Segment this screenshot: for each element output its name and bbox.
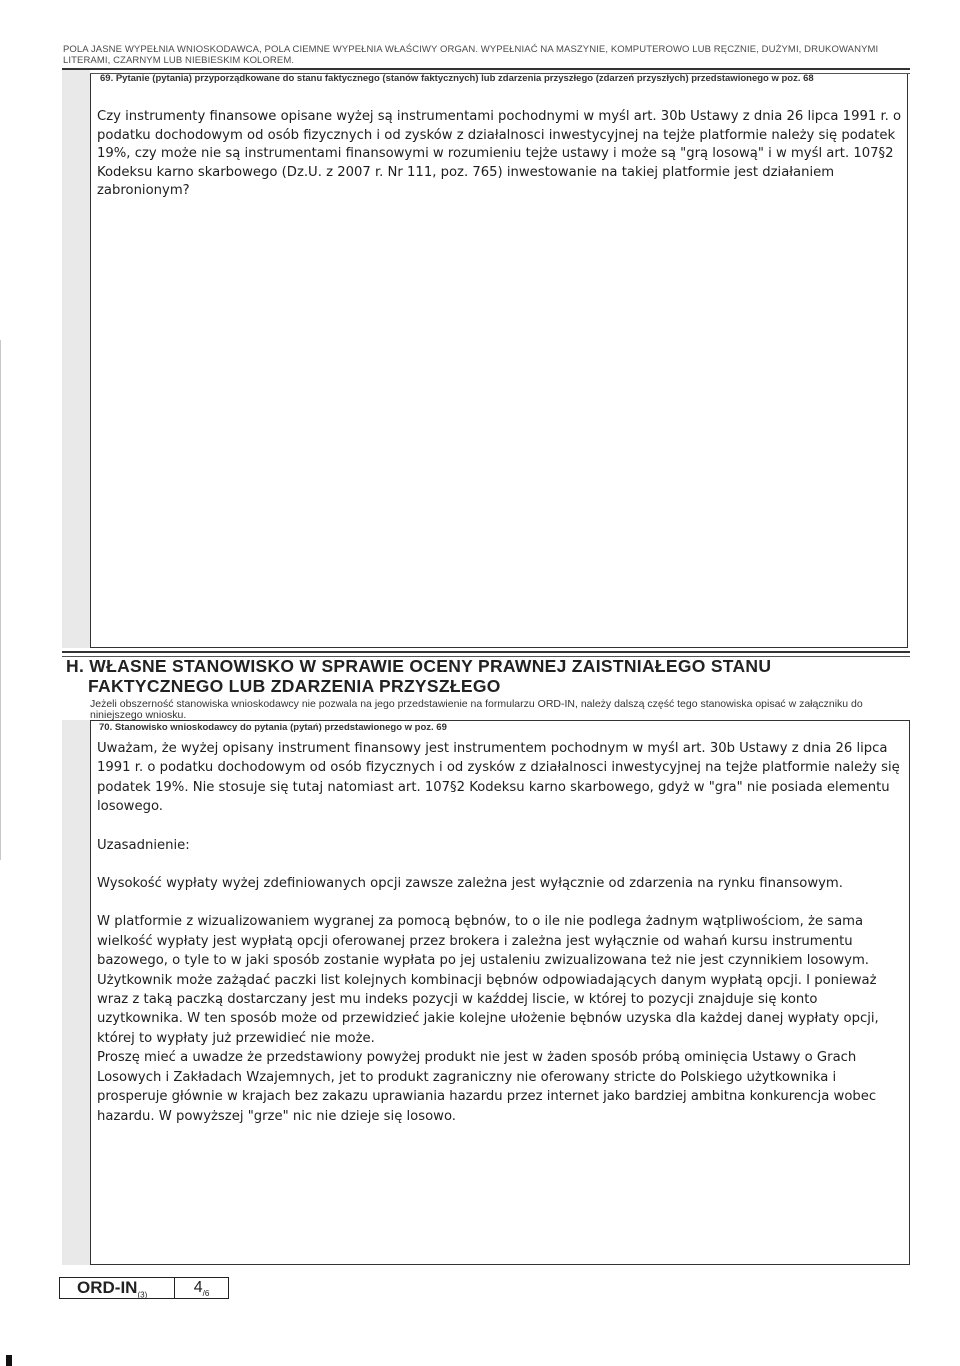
answer-heading: Uzasadnienie: (97, 837, 190, 853)
field-69-question-text: Czy instrumenty finansowe opisane wyżej są instrumentami pochodnymi w myśl art. 30b Ustawy z dnia 26 lipca 1991 r. o podatku dochodowym od osób fizycznych i od zysków z działalnosci inwestycyjnej na tejże platformie należy się podatek 19%, czy może nie są instrumentami finansowymi w rozumieniu tejże ustawy i może są "grą losową" i w myśl art. 107§2 Kodeksu karno skarbowego (Dz.U. z 2007 r. Nr 111, poz. 765) inwestowanie na takiej platformie jest działaniem zabronionym? (97, 109, 902, 198)
field-70-title: 70. Stanowisko wnioskodawcy do pytania (pytań) przedstawionego w poz. 69 (99, 722, 447, 733)
section-h-heading (66, 656, 906, 696)
field-gutter-70 (62, 720, 90, 1265)
section-h-heading-line2: FAKTYCZNEGO LUB ZDARZENIA PRZYSZŁEGO (88, 676, 501, 696)
field-gutter-69 (62, 70, 90, 648)
form-version: (3) (137, 1290, 148, 1300)
scan-edge-line (0, 340, 1, 860)
answer-paragraph: W platformie z wizualizowaniem wygranej za pomocą bębnów, to o ile nie podlega żadnym wątpliwościom, że sama wielkość wypłaty jest wypłatą opcji oferowanej przez brokera i zależna jest wyłącznie od wahań kursu instrumentu bazowego, o tyle to w jaki sposób zostanie wypłata po jej ustaleniu zwizualizowana też nie jest czynnikiem losowym. Użytkownik może zażądać paczki list kolejnych kombinacji bębnów odpowiadających danym wypłatą opcji. I ponieważ wraz z taką paczką dostarczany jest mu indeks pozycji w kaźddej liscie, w której to pozycji znajduje się konto uzytkownika. W ten sposób może od przewidzieć jakie kolejne ułożenie bębnów uzyska dla każdej danej wypłaty opcji, której to wypłaty już przewidieć nie może. (97, 914, 879, 1046)
section-h-heading-line1: H. WŁASNE STANOWISKO W SPRAWIE OCENY PRAWNEJ ZAISTNIAŁEGO STANU (66, 656, 772, 676)
field-70-answer-text (97, 739, 905, 1126)
form-code-text: ORD-IN (77, 1278, 138, 1297)
answer-paragraph: Proszę mieć a uwadze że przedstawiony powyżej produkt nie jest w żaden sposób próbą ominięcia Ustawy o Grach Losowych i Zakładach Wzajemnych, jet to produkt zagraniczny nie oferowany stricte do Polskiego użytkownika i prosperuje głównie w krajach bez zakazu uprawiania hazardu przez internet jako bardziej ambitna konkurencja wobec hazardu. W powyższej "grze" nic nie dzieje się losowo. (97, 1050, 877, 1124)
page-total: /6 (202, 1289, 210, 1299)
scan-edge-mark (6, 1355, 12, 1366)
section-h-rule (62, 651, 910, 653)
form-footer (59, 1277, 229, 1299)
answer-paragraph: Wysokość wypłaty wyżej zdefiniowanych opcji zawsze zależna jest wyłącznie od zdarzenia na rynku finansowym. (97, 876, 843, 892)
answer-paragraph: Uważam, że wyżej opisany instrument finansowy jest instrumentem pochodnym w myśl art. 30b Ustawy z dnia 26 lipca 1991 r. o podatku dochodowym od osób fizycznych i od zysków z działalnosci inwestycyjnej na tejże platformie należy się podatek 19%. Nie stosuje się tutaj natomiast art. 107§2 Kodeksu karno skarbowego, gdyż w "gra" nie posiada elementu losowego. (97, 741, 900, 815)
form-instruction: POLA JASNE WYPEŁNIA WNIOSKODAWCA, POLA CIEMNE WYPEŁNIA WŁAŚCIWY ORGAN. WYPEŁNIAĆ NA MASZYNIE, KOMPUTEROWO LUB RĘCZNIE, DUŻYMI, DRUKOWANYMI LITERAMI, CZARNYM LUB NIEBIESKIM KOLOREM. (63, 44, 879, 66)
page-number (175, 1278, 228, 1298)
field-69-title: 69. Pytanie (pytania) przyporządkowane do stanu faktycznego (stanów faktycznych) lub zdarzenia przyszłego (zdarzeń przyszłych) przedstawionego w poz. 68 (100, 73, 814, 84)
section-h-note: Jeżeli obszerność stanowiska wnioskodawcy nie pozwala na jego przedstawienie na formularzu ORD-IN, należy dalszą część tego stanowiska opisać w załączniku do niniejszego wniosku. (90, 698, 863, 721)
form-code (60, 1278, 175, 1298)
top-rule (62, 68, 910, 70)
page-current: 4 (193, 1279, 203, 1296)
